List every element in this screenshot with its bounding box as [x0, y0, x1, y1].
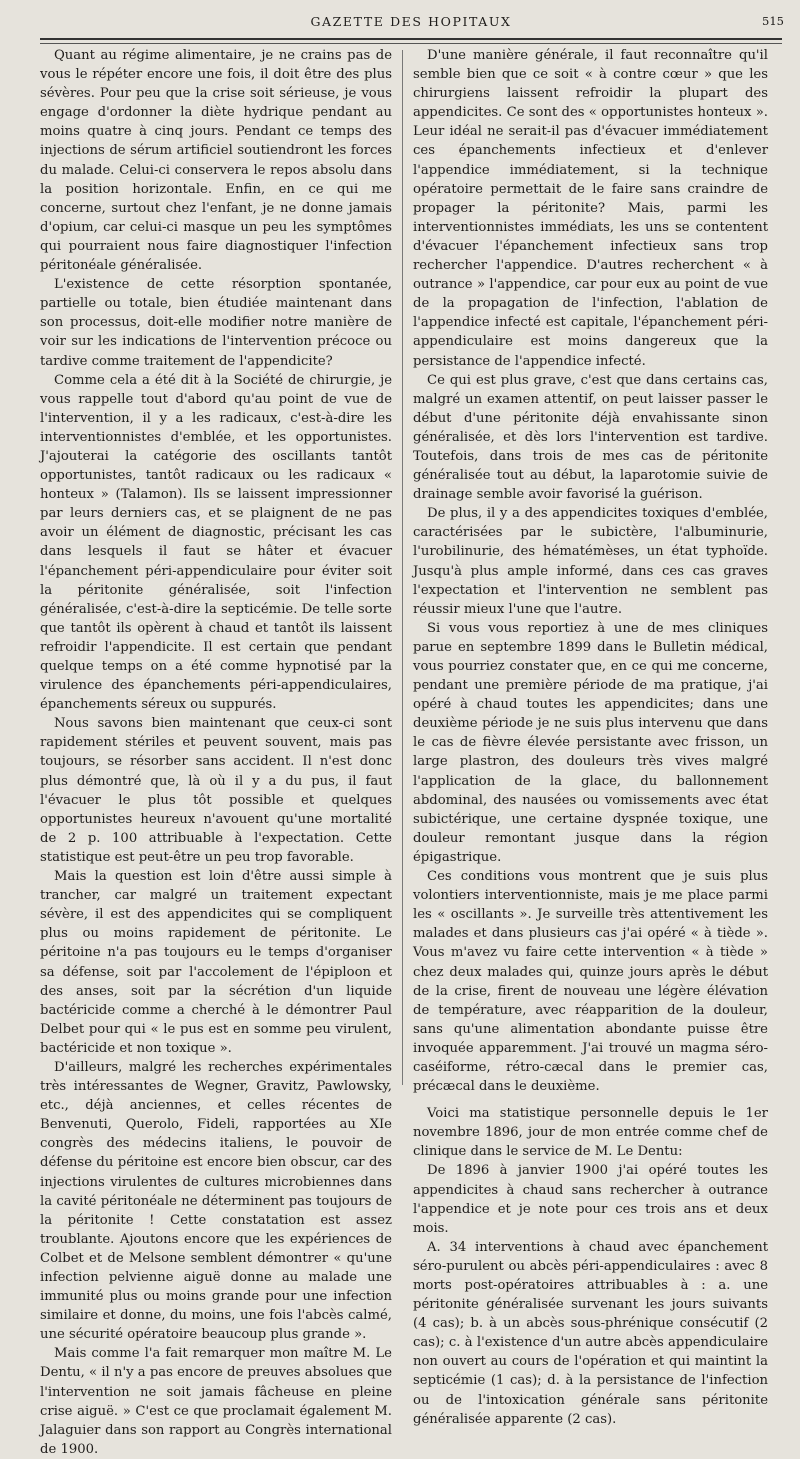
paragraph: Ce qui est plus grave, c'est que dans certains cas, malgré un examen attentif, on peut laisser passer le début d'une péritonite déjà envahissante sinon généralisée, et dès lors l'intervention est tardive. Toutefois, dans trois de mes cas de péritonite généralisée tout au début, la laparotomie suivie de drainage semble avoir favorisé la guérison.: [413, 372, 768, 503]
paragraph: Voici ma statistique personnelle depuis le 1er novembre 1896, jour de mon entrée comme chef de clinique dans le service de M. Le Dentu:: [413, 1106, 768, 1160]
paragraph: Si vous vous reportiez à une de mes cliniques parue en septembre 1899 dans le Bulletin médical, vous pourriez constater que, en ce qui me concerne, pendant une première période de ma pratique, j'ai opéré à chaud toutes les appendicites; dans une deuxième période je ne suis plus intervenu que dans le cas de fièvre élevée persistante avec frisson, un large plastron, des douleurs très vives malgré l'application de la glace, du ballonnement abdominal, des nausées ou vomissements avec état subictérique, une certaine dyspnée toxique, une douleur remontant jusque dans la région épigastrique.: [413, 620, 768, 865]
paragraph: D'ailleurs, malgré les recherches expérimentales très intéressantes de Wegner, Gravitz, Pawlowsky, etc., déjà anciennes, et celles récentes de Benvenuti, Querolo, Fideli, rapportées au XIe congrès des médecins italiens, le pouvoir de défense du péritoine est encore bien obscur, car des injections virulentes de cultures microbiennes dans la cavité péritonéale ne déterminent pas toujours de la péritonite ! Cette constatation est assez troublante. Ajoutons encore que les expériences de Colbet et de Melsone semblent démontrer « qu'une infection pelvienne aiguë donne au malade une immunité plus ou moins grande pour une infection similaire et donne, du moins, une fois l'abcès calmé, une sécurité opératoire beaucoup plus grande ».: [40, 1059, 392, 1343]
paragraph: De plus, il y a des appendicites toxiques d'emblée, caractérisées par le subictère, l'albuminurie, l'urobilinurie, des hématémèses, un état typhoïde. Jusqu'à plus ample informé, dans ces cas graves l'expectation et l'intervention ne semblent pas réussir mieux l'une que l'autre.: [413, 506, 768, 617]
paragraph: Quant au régime alimentaire, je ne crains pas de vous le répéter encore une fois, il doit être des plus sévères. Pour peu que la crise soit sérieuse, je vous engage d'ordonner la diète hydrique pendant au moins quatre à cinq jours. Pendant ce temps des injections de sérum artificiel soutiendront les forces du malade. Celui-ci conservera le repos absolu dans la position horizontale. Enfin, en ce qui me concerne, surtout chez l'enfant, je ne donne jamais d'opium, car celui-ci masque un peu les symptômes qui pourraient nous faire diagnostiquer l'infection péritonéale généralisée.: [40, 48, 392, 274]
paragraph: L'existence de cette résorption spontanée, partielle ou totale, bien étudiée maintenant dans son processus, doit-elle modifier notre manière de voir sur les indications de l'intervention précoce ou tardive comme traitement de l'appendicite?: [40, 277, 392, 369]
paragraph: D'une manière générale, il faut reconnaître qu'il semble bien que ce soit « à contre cœur » que les chirurgiens laissent refroidir la plupart des appendicites. Ce sont des « opportunistes honteux ». Leur idéal ne serait-il pas d'évacuer immédiatement ces épanchements infectieux et d'enlever l'appendice immédiatement, si la technique opératoire permettait de le faire sans craindre de propager la péritonite? Mais, parmi les interventionnistes immédiats, les uns se contentent d'évacuer l'épanchement infectieux sans trop rechercher l'appendice. D'autres recherchent « à outrance » l'appendice, car pour eux au point de vue de la propagation de l'infection, l'ablation de l'appendice infecté est capitale, l'épanchement péri-appendiculaire est moins dangereux que la persistance de l'appendice infecté.: [413, 48, 768, 369]
paragraph: A. 34 interventions à chaud avec épanchement séro-purulent ou abcès péri-appendiculaires : avec 8 morts post-opératoires attribuables à : a. une péritonite généralisée survenant les jours suivants (4 cas); b. à un abcès sous-phrénique consécutif (2 cas); c. à l'existence d'un autre abcès appendiculaire non ouvert au cours de l'opération et qui maintint la septicémie (1 cas); d. à la persistance de l'infection ou de l'intoxication générale sans péritonite généralisée apparente (2 cas).: [413, 1239, 768, 1427]
paragraph: De 1896 à janvier 1900 j'ai opéré toutes les appendicites à chaud sans rechercher à outrance l'appendice et je note pour ces trois ans et deux mois.: [413, 1163, 768, 1236]
running-header: [36, 14, 786, 36]
journal-title: GAZETTE DES HOPITAUX: [310, 14, 512, 29]
left-column: [40, 46, 392, 1457]
column-divider: [402, 50, 403, 1085]
paragraph: Nous savons bien maintenant que ceux-ci sont rapidement stériles et peuvent souvent, mais pas toujours, se résorber sans accident. Il n'est donc plus démontré que, là où il y a du pus, il faut l'évacuer le plus tôt possible et quelques opportunistes heureux n'avouent qu'une mortalité de 2 p. 100 attribuable à l'expectation. Cette statistique est peut-être un peu trop favorable.: [40, 716, 392, 865]
paragraph: Mais comme l'a fait remarquer mon maître M. Le Dentu, « il n'y a pas encore de preuves absolues que l'intervention ne soit jamais fâcheuse en pleine crise aiguë. » C'est ce que proclamait également M. Jalaguier dans son rapport au Congrès international de 1900.: [40, 1346, 392, 1457]
paragraph: Mais la question est loin d'être aussi simple à trancher, car malgré un traitement expectant sévère, il est des appendicites qui se compliquent plus ou moins rapidement de péritonite. Le péritoine n'a pas toujours eu le temps d'organiser sa défense, soit par l'accolement de l'épiploon et des anses, soit par la sécrétion d'un liquide bactéricide comme a cherché à le démontrer Paul Delbet pour qui « le pus est en somme peu virulent, bactéricide et non toxique ».: [40, 869, 392, 1056]
header-rule-thick: [40, 38, 782, 40]
paragraph: Comme cela a été dit à la Société de chirurgie, je vous rappelle tout d'abord qu'au point de vue de l'intervention, il y a les radicaux, c'est-à-dire les interventionnistes d'emblée, et les opportunistes. J'ajouterai la catégorie des oscillants tantôt opportunistes, tantôt radicaux ou les radicaux « honteux » (Talamon). Ils se laissent impressionner par leurs derniers cas, et se plaignent de ne pas avoir un élément de diagnostic, précisant les cas dans lesquels il faut se hâter et évacuer l'épanchement péri-appendiculaire pour éviter soit la péritonite généralisée, soit l'infection généralisée, c'est-à-dire la septicémie. De telle sorte que tantôt ils opèrent à chaud et tantôt ils laissent refroidir l'appendicite. Il est certain que pendant quelque temps on a été comme hypnotisé par la virulence des épanchements péri-appendiculaires, épanchements séreux ou suppurés.: [40, 372, 392, 713]
right-column: [413, 46, 768, 1427]
page-number: 515: [762, 14, 784, 28]
paragraph: Ces conditions vous montrent que je suis plus volontiers interventionniste, mais je me place parmi les « oscillants ». Je surveille très attentivement les malades et dans plusieurs cas j'ai opéré « à tiède ». Vous m'avez vu faire cette intervention « à tiède » chez deux malades qui, quinze jours après le début de la crise, firent de nouveau une légère élévation de température, avec réapparition de la douleur, sans qu'une alimentation abondante puisse être invoquée apparemment. J'ai trouvé un magma séro-caséiforme, rétro-cæcal dans le premier cas, précæcal dans le deuxième.: [413, 869, 768, 1095]
header-rule-thin: [40, 43, 782, 44]
